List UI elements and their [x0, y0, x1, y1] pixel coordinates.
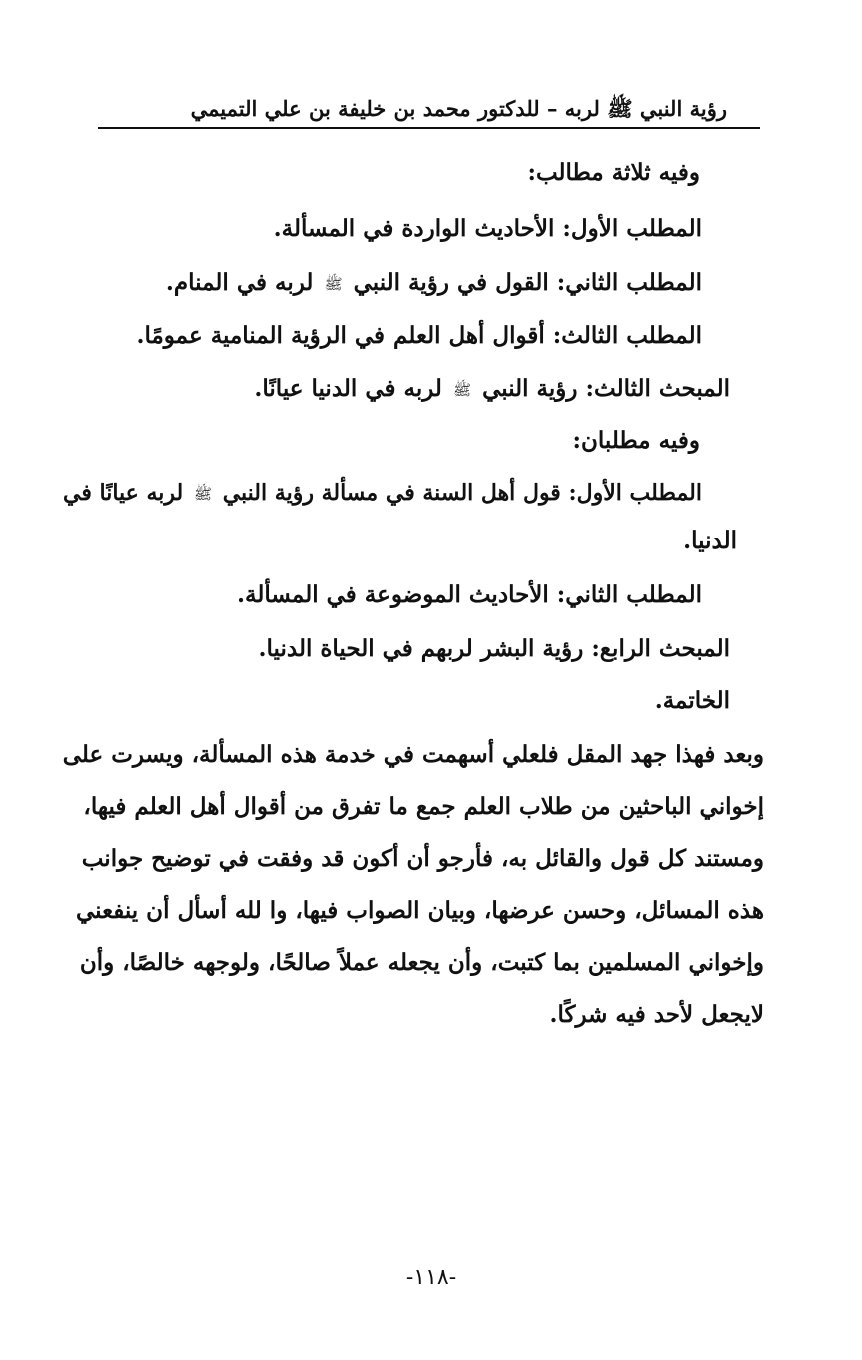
paragraph-line-4: هذه المسائل، وحسن عرضها، وبيان الصواب فيها، وا لله أسأل أن ينفعني — [75, 897, 764, 924]
text-line-1: وفيه ثلاثة مطالب: — [527, 159, 700, 186]
paragraph-line-3: ومستند كل قول والقائل به، فأرجو أن أكون قد وفقت في توضيح جوانب — [81, 845, 764, 872]
text-line-7-part-a: المطلب الأول: قول أهل السنة في مسألة رؤية النبي — [222, 480, 702, 506]
text-line-7 — [63, 476, 702, 511]
text-line-6: وفيه مطلبان: — [572, 427, 700, 454]
text-line-4: المطلب الثالث: أقوال أهل العلم في الرؤية المنامية عمومًا. — [136, 322, 702, 349]
text-line-5-part-b: لربه في الدنيا عيانًا. — [254, 375, 442, 402]
running-head: رؤية النبي ﷺ لربه – للدكتور محمد بن خليفة بن علي التميمي — [190, 96, 727, 121]
paragraph-line-6: لايجعل لأحد فيه شركًا. — [549, 1001, 764, 1028]
paragraph-line-2: إخواني الباحثين من طلاب العلم جمع ما تفرق من أقوال أهل العلم فيها، — [83, 793, 764, 820]
text-line-5-part-a: المبحث الثالث: رؤية النبي — [482, 375, 730, 402]
page-number: -١١٨- — [405, 1265, 457, 1290]
text-line-10: المبحث الرابع: رؤية البشر لربهم في الحياة الدنيا. — [258, 635, 730, 662]
header-rule — [98, 127, 760, 129]
text-line-8: الدنيا. — [683, 527, 737, 554]
text-line-9: المطلب الثاني: الأحاديث الموضوعة في المسألة. — [237, 581, 702, 608]
text-line-11: الخاتمة. — [654, 687, 730, 714]
text-line-3 — [166, 266, 702, 301]
salutation-glyph: ﷺ — [324, 275, 343, 293]
text-line-3-part-a: المطلب الثاني: القول في رؤية النبي — [353, 269, 702, 296]
text-line-2: المطلب الأول: الأحاديث الواردة في المسألة. — [273, 215, 702, 242]
text-line-3-part-b: لربه في المنام. — [165, 269, 314, 296]
text-line-5 — [254, 372, 730, 407]
salutation-glyph: ﷺ — [193, 485, 213, 503]
salutation-glyph: ﷺ — [452, 381, 472, 399]
paragraph-line-5: وإخواني المسلمين بما كتبت، وأن يجعله عملاً صالحًا، ولوجهه خالصًا، وأن — [79, 949, 764, 976]
text-line-7-part-b: لربه عيانًا في — [62, 480, 184, 506]
paragraph-line-1: وبعد فهذا جهد المقل فلعلي أسهمت في خدمة هذه المسألة، ويسرت على — [62, 741, 764, 768]
